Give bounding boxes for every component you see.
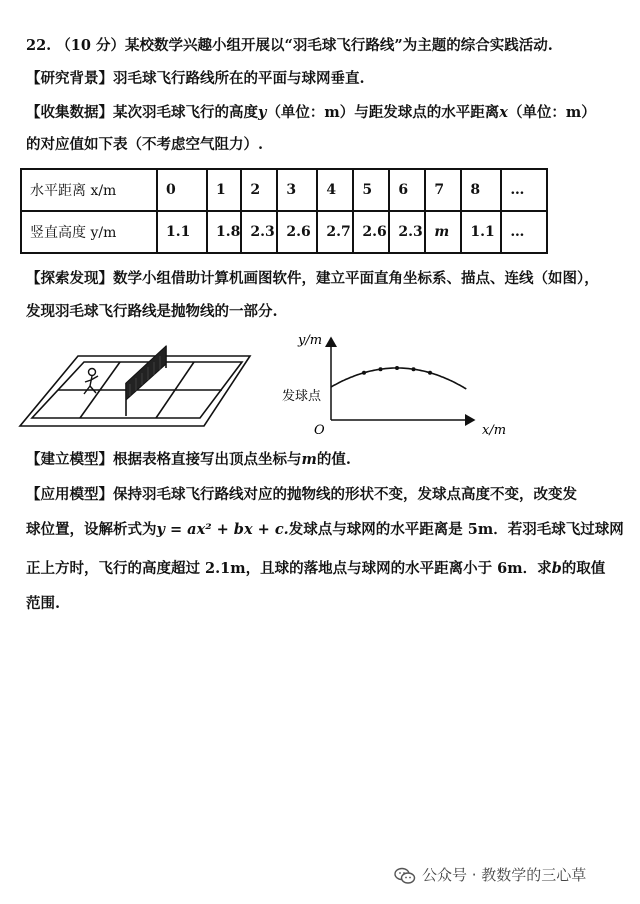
apply-line3-end: 的取值	[561, 560, 606, 577]
collect-line1-c: （单位：m）	[507, 104, 596, 121]
table-cell-y: …	[501, 211, 547, 253]
data-point	[395, 366, 399, 370]
table-cell-x: 2	[241, 169, 277, 211]
explore-paragraph-line2: 发现羽毛球飞行路线是抛物线的一部分.	[26, 303, 278, 320]
table-cell-x: 3	[277, 169, 317, 211]
serve-point-label: 发球点	[282, 389, 322, 404]
data-point	[428, 371, 432, 375]
table-cell-x: 0	[157, 169, 207, 211]
origin-label: O	[314, 423, 325, 438]
background-text: 羽毛球飞行路线所在的平面与球网垂直.	[113, 70, 365, 87]
model-paragraph	[26, 450, 626, 470]
badminton-court-illustration	[18, 338, 258, 430]
explore-tag: 【探索发现】	[26, 270, 113, 287]
table-cell-y: 1.8	[207, 211, 241, 253]
table-cell-y: 1.1	[461, 211, 501, 253]
table-cell-y: 2.3	[389, 211, 425, 253]
apply-tag: 【应用模型】	[26, 486, 113, 503]
data-point	[412, 367, 416, 371]
model-text-b: 的值.	[316, 451, 351, 468]
watermark	[394, 864, 586, 885]
table-cell-y: 2.3	[241, 211, 277, 253]
question-intro: 某校数学兴趣小组开展以“羽毛球飞行路线”为主题的综合实践活动.	[125, 37, 553, 54]
var-m: m	[301, 451, 317, 468]
question-number: 22.	[26, 37, 52, 54]
table-cell-x: 7	[425, 169, 461, 211]
trajectory-curve	[331, 368, 466, 389]
background-paragraph	[26, 69, 626, 89]
x-axis-label: x/m	[482, 423, 507, 438]
table-cell-x: 6	[389, 169, 425, 211]
apply-paragraph-line3	[26, 559, 626, 579]
explore-paragraph-line1	[26, 269, 626, 289]
data-point	[362, 371, 366, 375]
apply-line2-a: 球位置，设解析式为	[26, 521, 157, 538]
wechat-icon	[394, 867, 416, 885]
var-b: b	[551, 560, 562, 577]
apply-paragraph-line1	[26, 485, 626, 505]
model-text-a: 根据表格直接写出顶点坐标与	[113, 451, 302, 468]
question-points: （10 分）	[56, 37, 126, 54]
apply-line2-b: 发球点与球网的水平距离是 5m．若羽毛球飞过球网	[288, 521, 624, 538]
table-cell-y: 2.6	[353, 211, 389, 253]
collect-tag: 【收集数据】	[26, 104, 113, 121]
apply-line1: 保持羽毛球飞行路线对应的抛物线的形状不变，发球点高度不变，改变发	[113, 486, 577, 503]
table-cell-x: 4	[317, 169, 353, 211]
collect-line1-b: （单位：m）与距发球点的水平距离	[266, 104, 500, 121]
collect-line1-a: 某次羽毛球飞行的高度	[113, 104, 258, 121]
table-row-x	[21, 169, 547, 211]
table-cell-y: 2.6	[277, 211, 317, 253]
table-header-x: 水平距离 x/m	[21, 169, 157, 211]
table-cell-x: 5	[353, 169, 389, 211]
apply-formula: y = ax² + bx + c.	[156, 521, 289, 538]
table-cell-y-m: m	[425, 211, 461, 253]
data-point	[379, 367, 383, 371]
y-axis-label: y/m	[298, 333, 323, 348]
explore-line1: 数学小组借助计算机画图软件，建立平面直角坐标系、描点、连线（如图），	[113, 270, 599, 287]
watermark-text: 公众号 · 教数学的三心草	[422, 866, 587, 884]
collect-paragraph-line1	[26, 103, 626, 123]
var-x: x	[499, 104, 508, 121]
apply-line3: 正上方时，飞行的高度超过 2.1m，且球的落地点与球网的水平距离小于 6m．求	[26, 560, 552, 577]
data-table	[20, 168, 548, 254]
collect-paragraph-line2: 的对应值如下表（不考虑空气阻力）.	[26, 136, 264, 153]
net	[126, 346, 166, 400]
table-cell-x: …	[501, 169, 547, 211]
table-cell-y: 1.1	[157, 211, 207, 253]
apply-paragraph-line2	[26, 520, 626, 540]
model-tag: 【建立模型】	[26, 451, 113, 468]
table-cell-x: 8	[461, 169, 501, 211]
table-cell-x: 1	[207, 169, 241, 211]
table-header-y: 竖直高度 y/m	[21, 211, 157, 253]
background-tag: 【研究背景】	[26, 70, 113, 87]
trajectory-graph	[278, 330, 518, 438]
question-title	[26, 36, 626, 56]
apply-paragraph-line4: 范围.	[26, 595, 61, 612]
table-cell-y: 2.7	[317, 211, 353, 253]
var-y: y	[258, 104, 267, 121]
table-row-y	[21, 211, 547, 253]
